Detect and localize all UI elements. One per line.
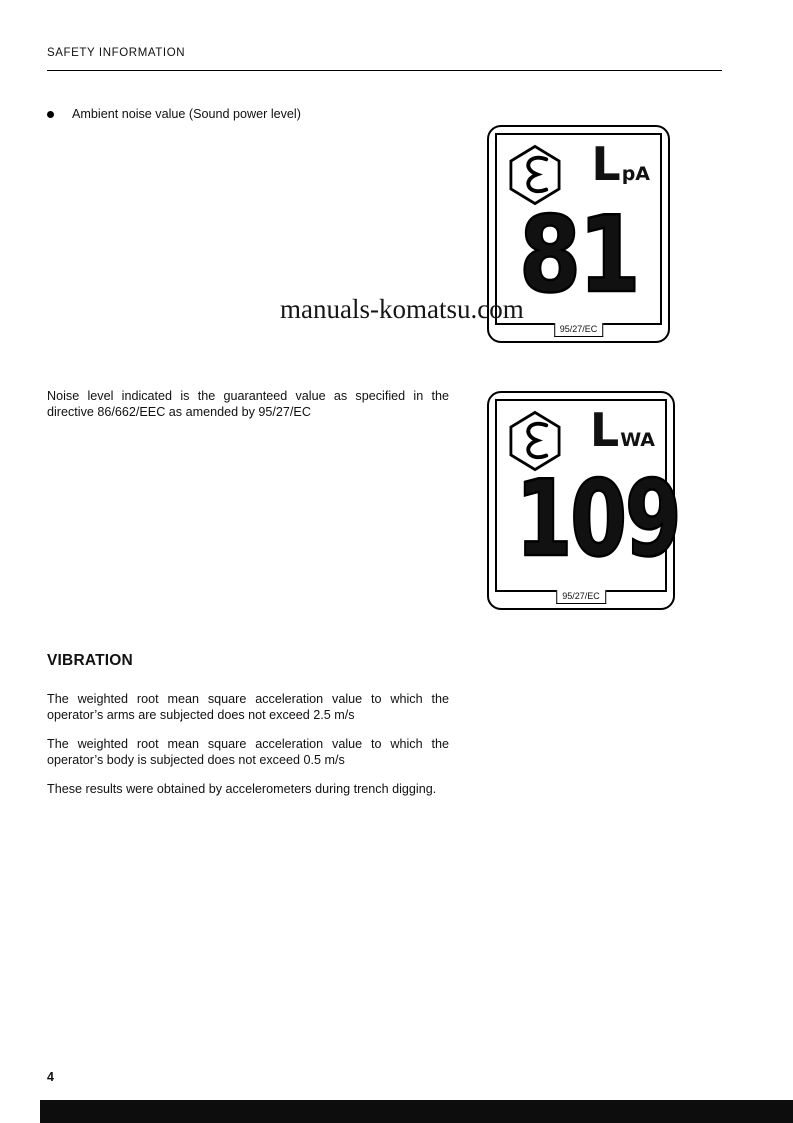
noise-label-lwa: [487, 391, 680, 610]
noise-value-lpa: 81: [518, 194, 639, 316]
vibration-paragraph-body: The weighted root mean square acceleration value to which the operator’s body is subjected does not exceed 0.5 m/s: [47, 737, 449, 767]
directive-tab: 95/27/EC: [556, 590, 606, 604]
noise-quantity-symbol: L WA: [589, 403, 655, 457]
ambient-noise-bullet: [47, 107, 301, 121]
directive-tab: 95/27/EC: [554, 323, 604, 337]
page-number: 4: [47, 1070, 54, 1084]
watermark-text: manuals-komatsu.com: [280, 294, 524, 324]
vibration-paragraph-results: These results were obtained by accelerometers during trench digging.: [47, 782, 437, 796]
footer-bar: [40, 1100, 793, 1123]
noise-label-inner-frame: [495, 399, 680, 601]
bullet-icon: [47, 111, 54, 118]
noise-level-paragraph: Noise level indicated is the guaranteed value as specified in the directive 86/662/EEC as amended by 95/27/EC: [47, 389, 449, 419]
bullet-text: Ambient noise value (Sound power level): [72, 107, 301, 121]
noise-quantity-symbol: L pA: [591, 137, 650, 191]
vibration-paragraph-arms: The weighted root mean square acceleration value to which the operator’s arms are subjected does not exceed 2.5 m/s: [47, 692, 449, 722]
page-header-title: SAFETY INFORMATION: [47, 47, 186, 59]
noise-value-lwa: 109: [515, 458, 680, 580]
vibration-heading: VIBRATION: [47, 652, 133, 669]
header-divider: [47, 70, 722, 71]
vibration-section: [47, 691, 449, 810]
